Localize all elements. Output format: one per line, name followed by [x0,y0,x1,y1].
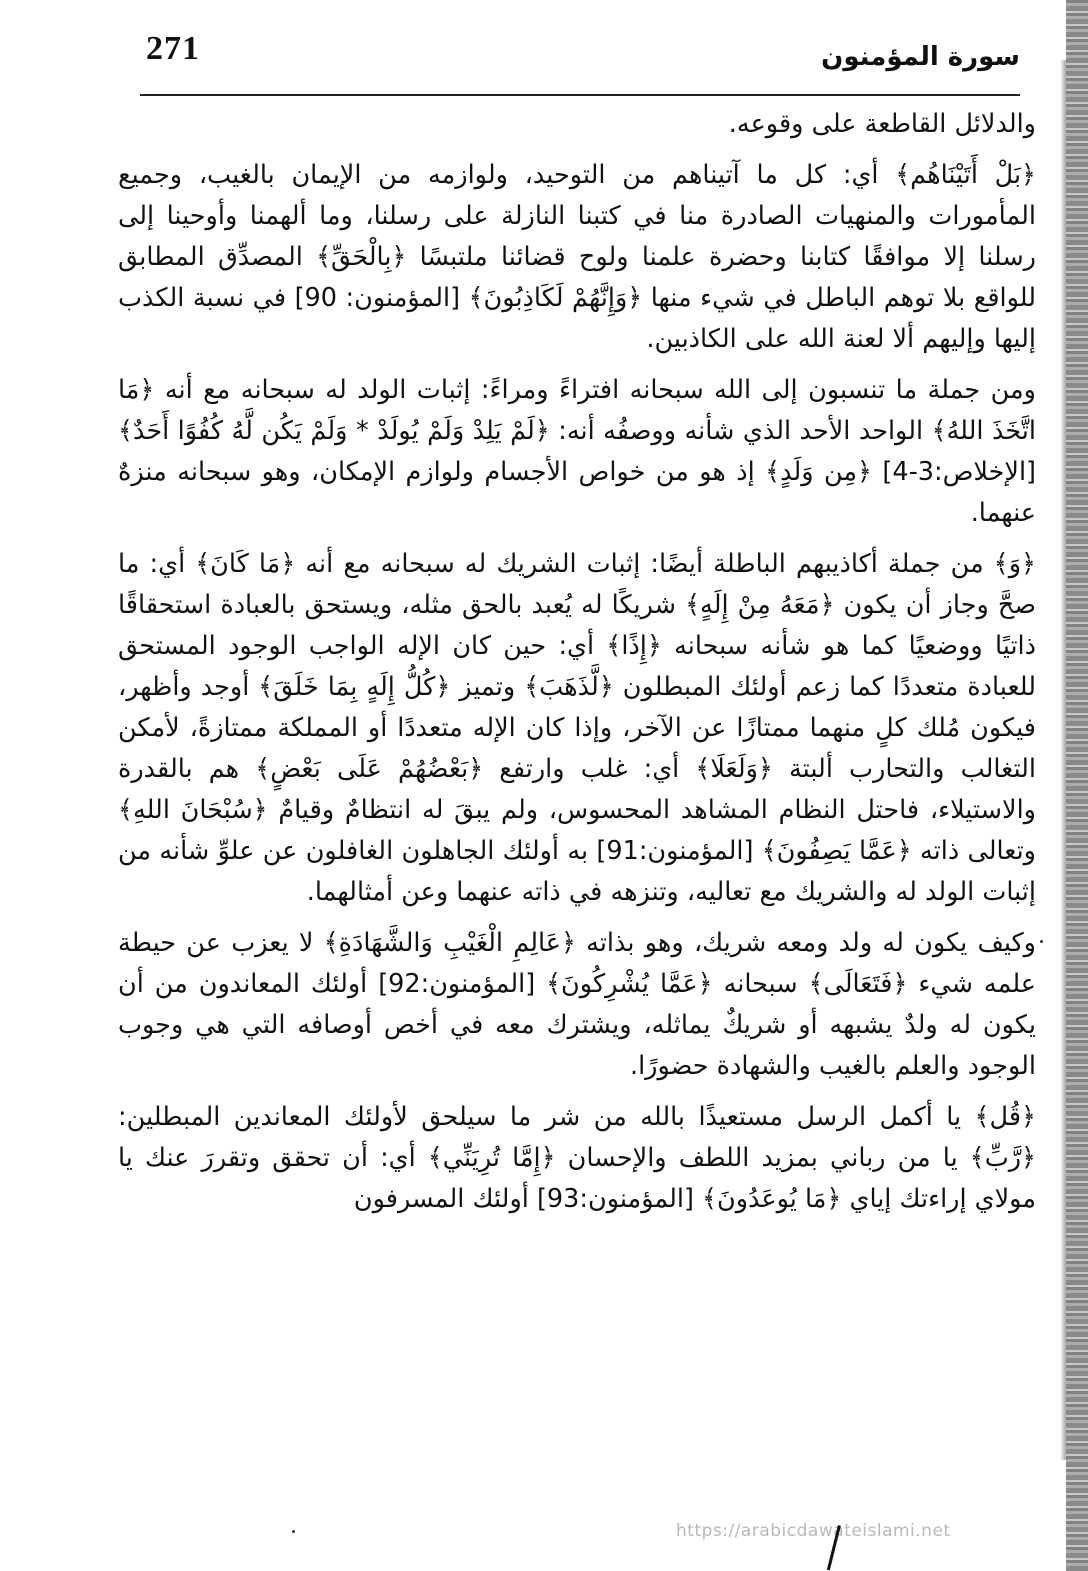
scan-speck [1040,940,1043,943]
surah-title: سورة المؤمنون [821,42,1020,72]
scan-speck [292,1530,295,1533]
paragraph: وكيف يكون له ولد ومعه شريك، وهو بذاته ﴿عَالِمِ الْغَيْبِ وَالشَّهَادَةِ﴾ لا يعزب عن حيطة علمه شيء ﴿فَتَعَالَى﴾ سبحانه ﴿عَمَّا يُشْرِكُونَ﴾ [المؤمنون:92] أولئك المعاندون من أن يكون له ولدٌ يشبهه أو شريكٌ يماثله، ويشترك معه في أخص أوصافه التي هي وجوب الوجود والعلم بالغيب والشهادة حضورًا. [118,928,1036,1081]
scan-shadow [1060,60,1066,1460]
scan-binding-edge [1066,0,1088,1571]
paragraph: والدلائل القاطعة على وقوعه. [728,109,1036,139]
paragraph: ومن جملة ما تنسبون إلى الله سبحانه افتراءً ومراءً: إثبات الولد له سبحانه مع أنه ﴿مَا اتَّخَذَ اللهُ﴾ الواحد الأحد الذي شأنه ووصفُه أنه: ﴿لَمْ يَلِدْ وَلَمْ يُولَدْ * وَلَمْ يَكُن لَّهُ كُفُوًا أَحَدٌ﴾ [الإخلاص:3-4] ﴿مِن وَلَدٍ﴾ إذ هو من خواص الأجسام ولوازم الإمكان، وهو سبحانه منزهٌ عنهما. [118,375,1036,528]
page-number: 271 [146,30,200,67]
page-header [140,28,1020,88]
header-divider [140,94,1020,96]
paragraph: ﴿بَلْ أَتَيْنَاهُم﴾ أي: كل ما آتيناهم من التوحيد، ولوازمه من الإيمان بالغيب، وجميع المأمورات والمنهيات الصادرة منا في كتبنا النازلة على رسلنا، وما ألهمنا وأوحينا إلى رسلنا إلا موافقًا كتابنا وحضرة علمنا ولوح قضائنا ملتبسًا ﴿بِالْحَقِّ﴾ المصدِّق المطابق للواقع بلا توهم الباطل في شيء منها ﴿وَإِنَّهُمْ لَكَاذِبُونَ﴾ [المؤمنون: 90] في نسبة الكذب إليها وإليهم ألا لعنة الله على الكاذبين. [118,160,1037,354]
watermark-url: https://arabicdawateislami.net [676,1521,951,1541]
page-body [118,104,1036,1230]
paragraph: ﴿وَ﴾ من جملة أكاذيبهم الباطلة أيضًا: إثبات الشريك له سبحانه مع أنه ﴿مَا كَانَ﴾ أي: ما صحَّ وجاز أن يكون ﴿مَعَهُ مِنْ إِلَهٍ﴾ شريكًا له يُعبد بالحق مثله، ويستحق بالعبادة استحقاقًا ذاتيًا ووضعيًا كما هو شأنه سبحانه ﴿إِذًا﴾ أي: حين كان الإله الواجب الوجود المستحق للعبادة متعددًا كما زعم أولئك المبطلون ﴿لَّذَهَبَ﴾ وتميز ﴿كُلُّ إِلَهٍ بِمَا خَلَقَ﴾ أوجد وأظهر، فيكون مُلك كلٍ منهما ممتازًا عن الآخر، وإذا كان الإله متعددًا أو المملكة ممتازةً، لأمكن التغالب والتحارب ألبتة ﴿وَلَعَلَا﴾ أي: غلب وارتفع ﴿بَعْضُهُمْ عَلَى بَعْضٍ﴾ هم بالقدرة والاستيلاء، فاحتل النظام المشاهد المحسوس، ولم يبقَ له انتظامٌ وقيامٌ ﴿سُبْحَانَ اللهِ﴾ وتعالى ذاته ﴿عَمَّا يَصِفُونَ﴾ [المؤمنون:91] به أولئك الجاهلون الغافلون عن علوِّ شأنه من إثبات الولد له والشريك مع تعاليه، وتنزهه في ذاته عنهما وعن أمثالهما. [118,549,1036,907]
paragraph: ﴿قُل﴾ يا أكمل الرسل مستعيذًا بالله من شر ما سيلحق لأولئك المعاندين المبطلين: ﴿رَّبِّ﴾ يا من رباني بمزيد اللطف والإحسان ﴿إِمَّا تُرِيَنِّي﴾ أي: أن تحقق وتقررَ عنك يا مولاي إراءتك إياي ﴿مَا يُوعَدُونَ﴾ [المؤمنون:93] أولئك المسرفون [118,1102,1036,1214]
